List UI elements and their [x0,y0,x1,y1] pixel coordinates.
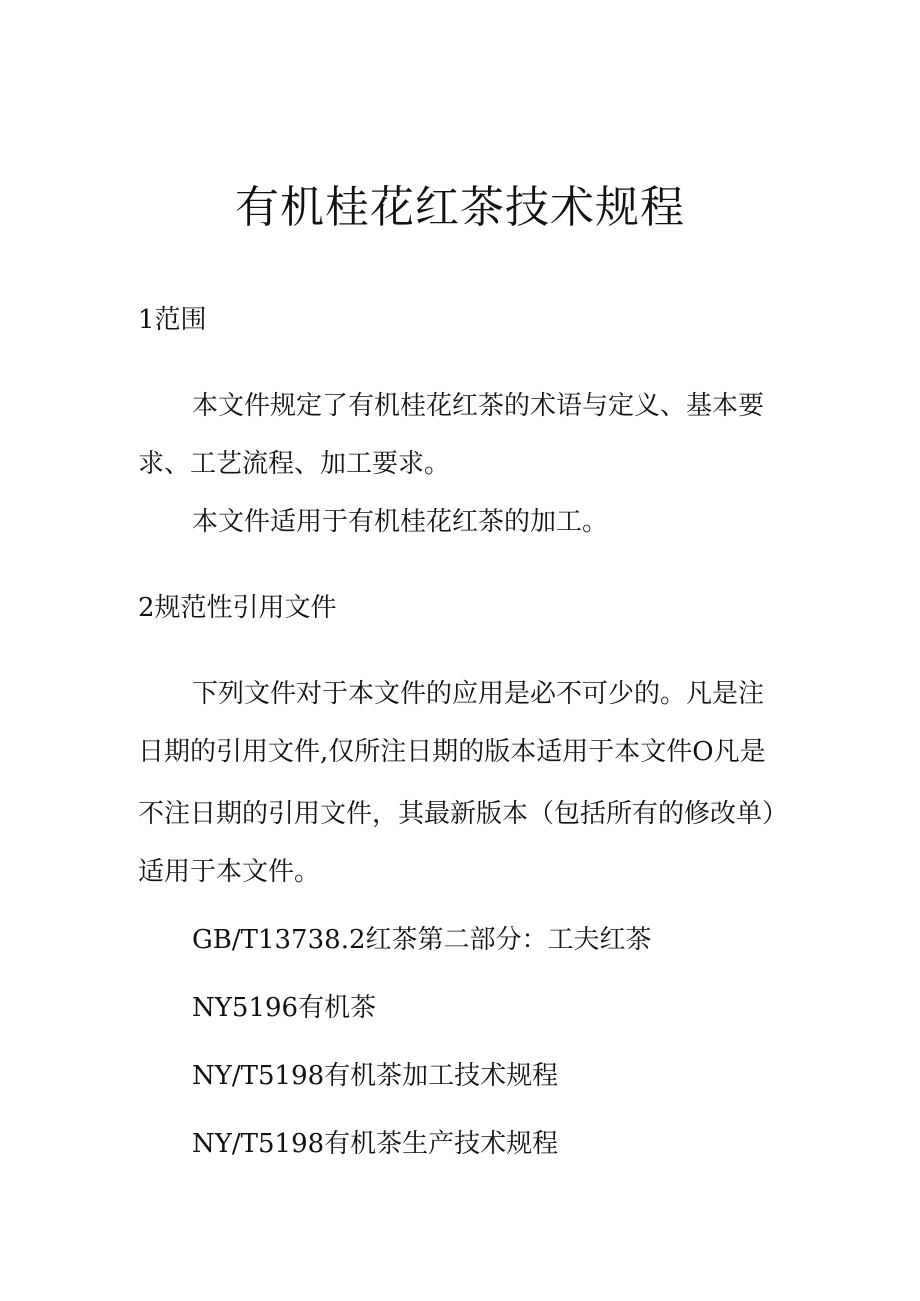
section-heading-scope: 1范围 [138,305,207,335]
reference-item: NY/T5198有机茶生产技术规程 [192,1129,559,1159]
section-heading-normative-references: 2规范性引用文件 [138,593,337,623]
reference-item: NY/T5198有机茶加工技术规程 [192,1061,559,1091]
paragraph-line: 下列文件对于本文件的应用是必不可少的。凡是注 [192,679,765,709]
paragraph-line: 本文件规定了有机桂花红茶的术语与定义、基本要 [192,391,765,421]
paragraph-line: 适用于本文件。 [138,857,321,887]
document-title: 有机桂花红茶技术规程 [235,182,685,233]
paragraph-line: 日期的引用文件,仅所注日期的版本适用于本文件O凡是 [138,737,766,767]
paragraph-line: 本文件适用于有机桂花红茶的加工。 [192,507,609,537]
reference-item: GB/T13738.2红茶第二部分：工夫红茶 [192,925,652,955]
paragraph-line: 不注日期的引用文件，其最新版本（包括所有的修改单） [138,799,789,829]
reference-item: NY5196有机茶 [192,993,377,1023]
paragraph-line: 求、工艺流程、加工要求。 [138,449,451,479]
